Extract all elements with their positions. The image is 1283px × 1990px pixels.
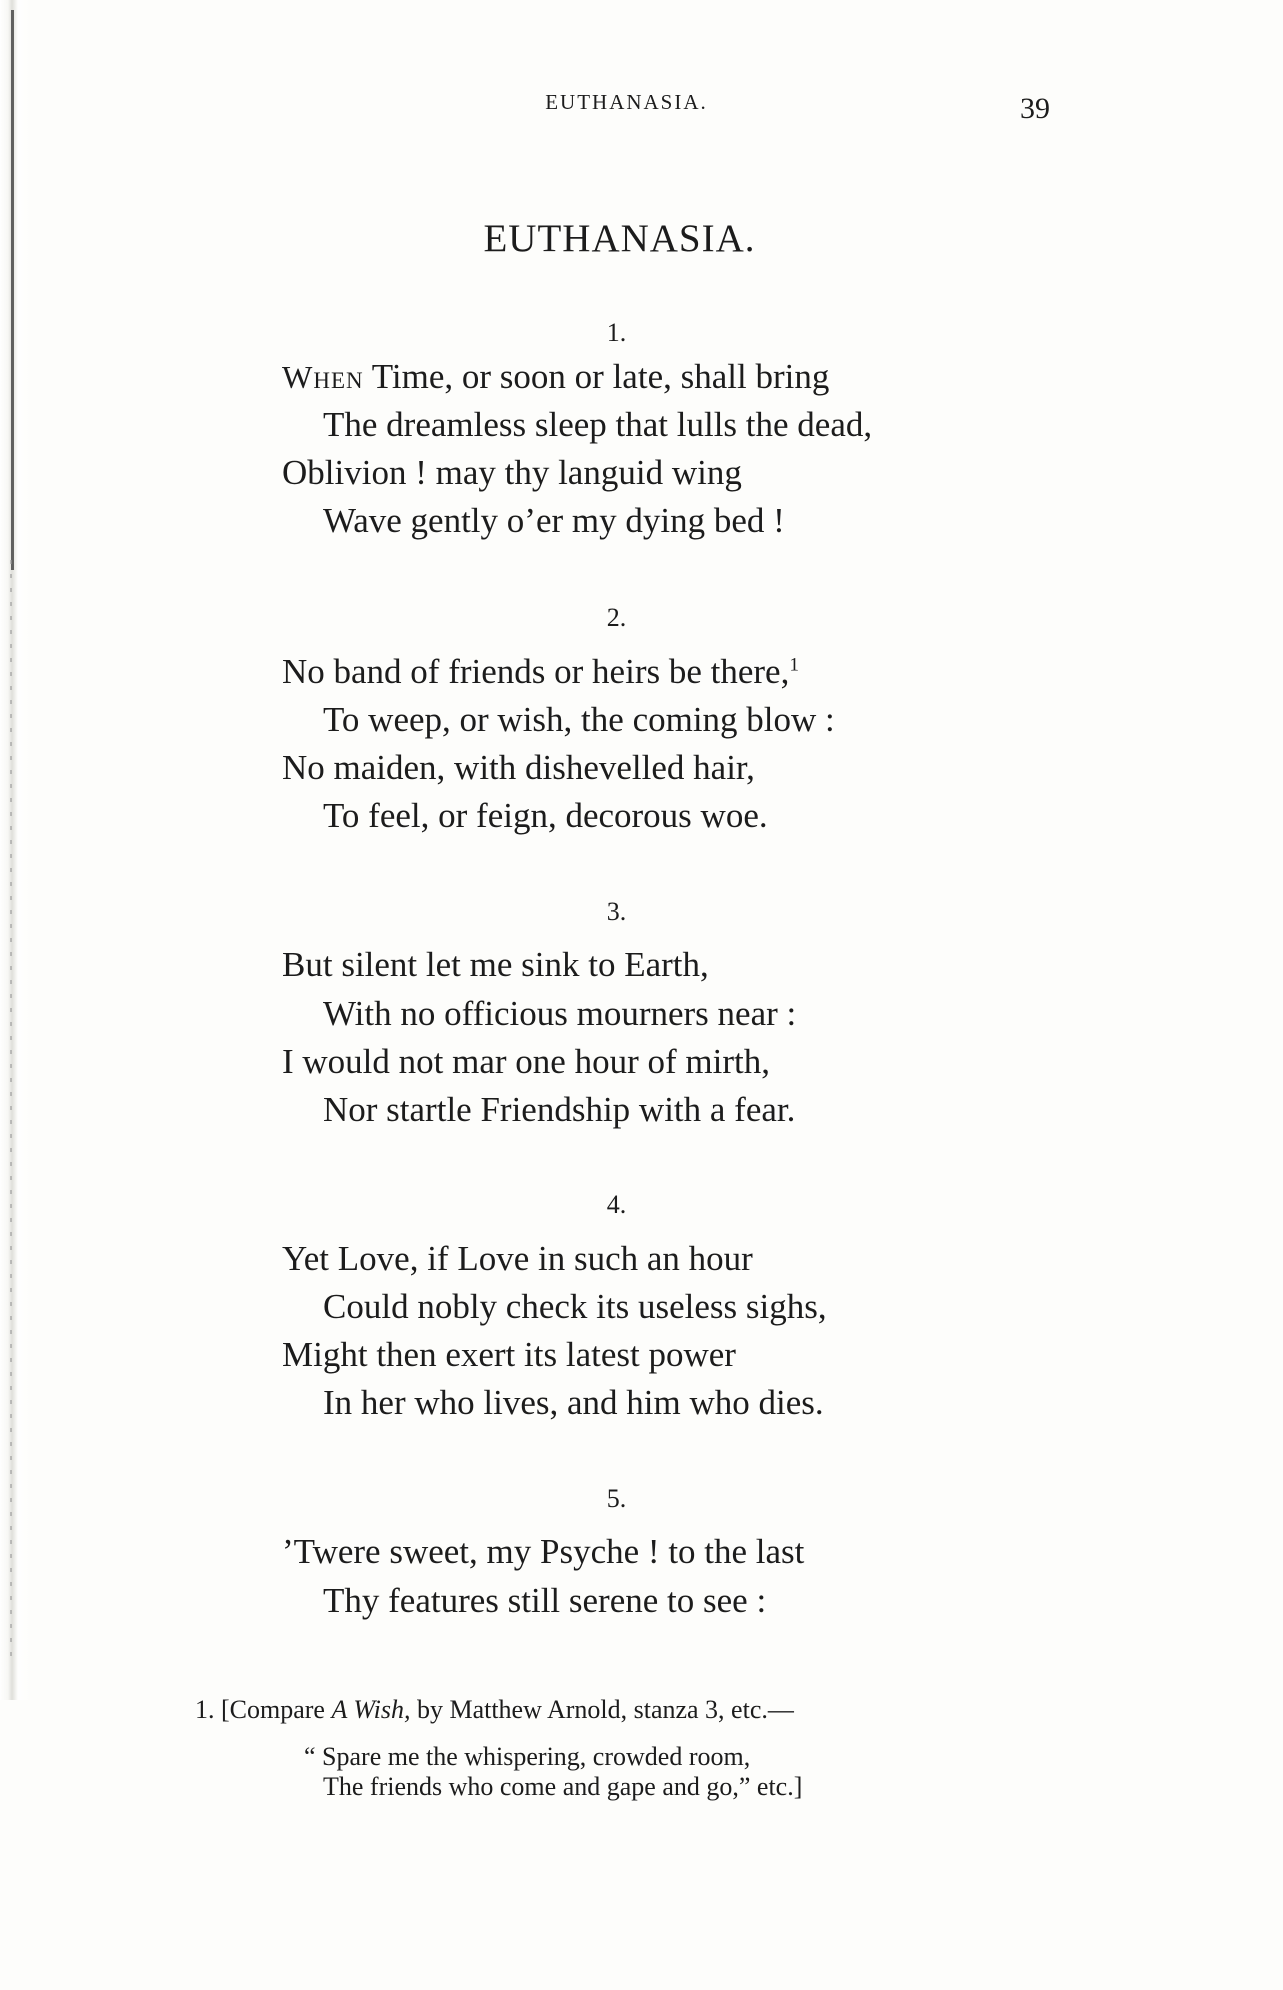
poem-line: Yet Love, if Love in such an hour bbox=[282, 1239, 753, 1278]
footnote-prefix: [Compare bbox=[221, 1695, 332, 1724]
poem-line: Might then exert its latest power bbox=[282, 1335, 736, 1374]
stanza-number: 4. bbox=[606, 1190, 627, 1219]
poem-line: ’Twere sweet, my Psyche ! to the last bbox=[282, 1532, 805, 1571]
line-text: No band of friends or heirs be there, bbox=[282, 652, 790, 691]
footnote-quote-line: The friends who come and gape and go,” etc.] bbox=[323, 1772, 803, 1801]
poem-line: I would not mar one hour of mirth, bbox=[282, 1042, 770, 1081]
small-caps-word: When bbox=[282, 359, 364, 395]
poem-line: In her who lives, and him who dies. bbox=[323, 1383, 824, 1422]
poem-line: Oblivion ! may thy languid wing bbox=[282, 453, 742, 492]
page-number: 39 bbox=[1020, 92, 1050, 125]
poem-line: To feel, or feign, decorous woe. bbox=[323, 796, 768, 835]
poem-line: Thy features still serene to see : bbox=[323, 1581, 767, 1620]
poem-line: Wave gently o’er my dying bed ! bbox=[323, 501, 785, 540]
poem-title: EUTHANASIA. bbox=[483, 217, 756, 260]
poem-line: To weep, or wish, the coming blow : bbox=[323, 700, 835, 739]
stanza-number: 3. bbox=[606, 897, 627, 926]
poem-line: The dreamless sleep that lulls the dead, bbox=[323, 405, 873, 444]
poem-line: Nor startle Friendship with a fear. bbox=[323, 1090, 796, 1129]
footnote-marker: 1. bbox=[195, 1695, 215, 1724]
footnote bbox=[195, 1695, 794, 1725]
poem-line bbox=[282, 357, 829, 397]
poem-line: But silent let me sink to Earth, bbox=[282, 945, 709, 984]
poem-line: Could nobly check its useless sighs, bbox=[323, 1287, 827, 1326]
stanza-number: 2. bbox=[606, 603, 627, 632]
stanza-number: 1. bbox=[606, 318, 627, 347]
footnote-quote-line: “ Spare me the whispering, crowded room, bbox=[304, 1742, 751, 1771]
stanza-number: 5. bbox=[606, 1484, 627, 1513]
running-head: EUTHANASIA. bbox=[545, 90, 708, 114]
footnote-suffix: by Matthew Arnold, stanza 3, etc.— bbox=[410, 1695, 794, 1724]
poem-line bbox=[282, 652, 799, 692]
line-text: Time, or soon or late, shall bring bbox=[363, 357, 830, 396]
footnote-work-title: A Wish, bbox=[331, 1695, 411, 1724]
poem-line: With no officious mourners near : bbox=[323, 994, 797, 1033]
footnote-reference: 1 bbox=[789, 654, 799, 676]
poem-line: No maiden, with dishevelled hair, bbox=[282, 748, 755, 787]
